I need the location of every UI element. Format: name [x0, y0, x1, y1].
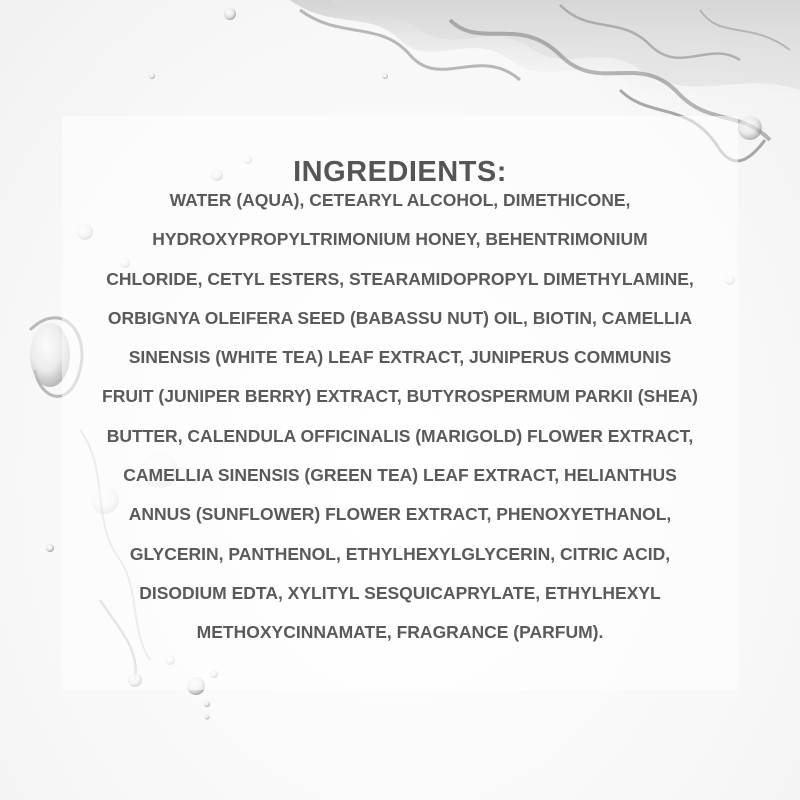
ingredient-line: CAMELLIA SINENSIS (GREEN TEA) LEAF EXTRACT, HELIANTHUS: [123, 465, 677, 486]
ingredient-line: CHLORIDE, CETYL ESTERS, STEARAMIDOPROPYL DIMETHYLAMINE,: [106, 268, 694, 289]
ingredient-line: METHOXYCINNAMATE, FRAGRANCE (PARFUM).: [196, 622, 604, 643]
ingredient-line: FRUIT (JUNIPER BERRY) EXTRACT, BUTYROSPERMUM PARKII (SHEA): [102, 386, 698, 407]
ingredient-line: ANNUS (SUNFLOWER) FLOWER EXTRACT, PHENOXYETHANOL,: [128, 504, 672, 525]
ingredient-line: ORBIGNYA OLEIFERA SEED (BABASSU NUT) OIL, BIOTIN, CAMELLIA: [107, 307, 693, 328]
ingredients-heading: INGREDIENTS:: [293, 156, 507, 189]
ingredient-line: BUTTER, CALENDULA OFFICINALIS (MARIGOLD) FLOWER EXTRACT,: [106, 425, 694, 446]
ingredient-line: HYDROXYPROPYLTRIMONIUM HONEY, BEHENTRIMONIUM: [152, 229, 648, 250]
ingredient-line: SINENSIS (WHITE TEA) LEAF EXTRACT, JUNIPERUS COMMUNIS: [128, 347, 672, 368]
ingredient-line: WATER (AQUA), CETEARYL ALCOHOL, DIMETHICONE,: [169, 190, 631, 210]
ingredients-list: [70, 181, 730, 653]
ingredient-line: DISODIUM EDTA, XYLITYL SESQUICAPRYLATE, ETHYLHEXYL: [139, 582, 661, 603]
ingredient-line: GLYCERIN, PANTHENOL, ETHYLHEXYLGLYCERIN, CITRIC ACID,: [129, 543, 671, 564]
